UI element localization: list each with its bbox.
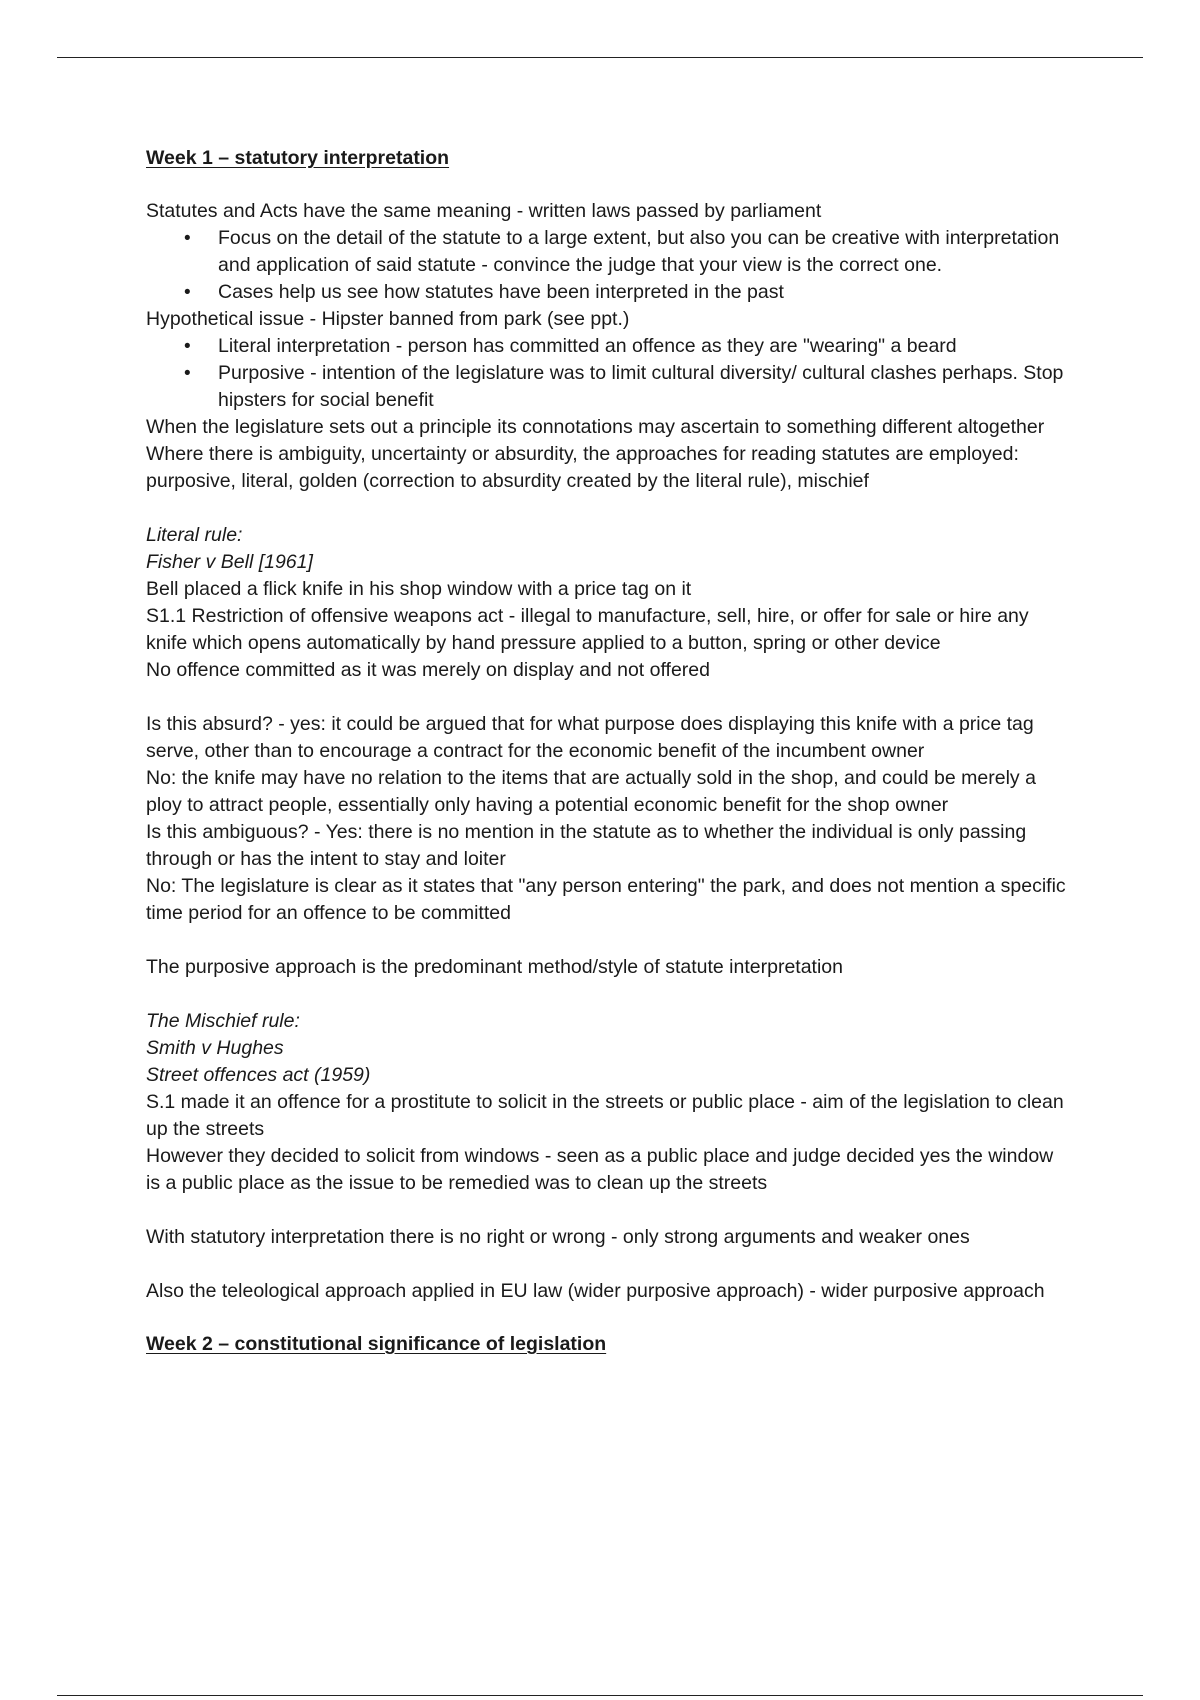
teleological-text: Also the teleological approach applied in EU law (wider purposive approach) - wider purposive approach: [146, 1280, 1045, 1302]
fisher-statute: S1.1 Restriction of offensive weapons act - illegal to manufacture, sell, hire, or offer for sale or hire any knife which opens automatically by hand pressure applied to a button, spring or other device: [146, 605, 1029, 654]
mischief-rule-label: The Mischief rule:: [146, 1010, 300, 1032]
hypothetical-text: Hypothetical issue - Hipster banned from park (see ppt.): [146, 308, 630, 330]
smith-case-title: Smith v Hughes: [146, 1037, 284, 1059]
hypothetical-bullet: • Literal interpretation - person has committed an offence as they are "wearing" a beard: [146, 333, 1066, 360]
hypothetical-bullet-list: [146, 333, 1066, 414]
purposive-predominant: The purposive approach is the predominant method/style of statute interpretation: [146, 956, 843, 978]
fisher-case-title: Fisher v Bell [1961]: [146, 551, 313, 573]
intro-text: Statutes and Acts have the same meaning - written laws passed by parliament: [146, 200, 822, 222]
street-act-title: Street offences act (1959): [146, 1064, 371, 1086]
absurd-yes: Is this absurd? - yes: it could be argued that for what purpose does displaying this knife with a price tag serve, other than to encourage a contract for the economic benefit of the incumbent owner: [146, 713, 1034, 762]
ambiguity-text: Where there is ambiguity, uncertainty or absurdity, the approaches for reading statutes are employed: purposive, literal, golden (correction to absurdity created by the literal rule), mischief: [146, 443, 1019, 492]
smith-outcome: However they decided to solicit from windows - seen as a public place and judge decided yes the window is a public place as the issue to be remedied was to clean up the streets: [146, 1145, 1054, 1194]
literal-rule-label: Literal rule:: [146, 524, 243, 546]
fisher-facts: Bell placed a flick knife in his shop window with a price tag on it: [146, 578, 692, 600]
week2-heading: Week 2 – constitutional significance of legislation: [146, 1333, 607, 1355]
ambiguous-yes: Is this ambiguous? - Yes: there is no mention in the statute as to whether the individual is only passing through or has the intent to stay and loiter: [146, 821, 1027, 870]
document-body: [146, 145, 1066, 1358]
intro-bullet-list: [146, 225, 1066, 306]
top-rule: [57, 57, 1143, 58]
fisher-outcome: No offence committed as it was merely on display and not offered: [146, 659, 710, 681]
hypothetical-bullet: • Purposive - intention of the legislature was to limit cultural diversity/ cultural clashes perhaps. Stop hipsters for social benefit: [146, 360, 1066, 414]
week1-heading: Week 1 – statutory interpretation: [146, 147, 450, 169]
principle-text: When the legislature sets out a principle its connotations may ascertain to something different altogether: [146, 416, 1045, 438]
no-right-wrong: With statutory interpretation there is no right or wrong - only strong arguments and weaker ones: [146, 1226, 970, 1248]
smith-statute: S.1 made it an offence for a prostitute to solicit in the streets or public place - aim of the legislation to clean up the streets: [146, 1091, 1064, 1140]
intro-bullet: • Cases help us see how statutes have been interpreted in the past: [146, 279, 1066, 306]
absurd-no: No: the knife may have no relation to the items that are actually sold in the shop, and could be merely a ploy to attract people, essentially only having a potential economic benefit for the shop owner: [146, 767, 1036, 816]
bottom-rule: [57, 1695, 1143, 1696]
ambiguous-no: No: The legislature is clear as it states that "any person entering" the park, and does not mention a specific time period for an offence to be committed: [146, 875, 1066, 924]
intro-bullet: • Focus on the detail of the statute to a large extent, but also you can be creative with interpretation and application of said statute - convince the judge that your view is the correct one.: [146, 225, 1066, 279]
